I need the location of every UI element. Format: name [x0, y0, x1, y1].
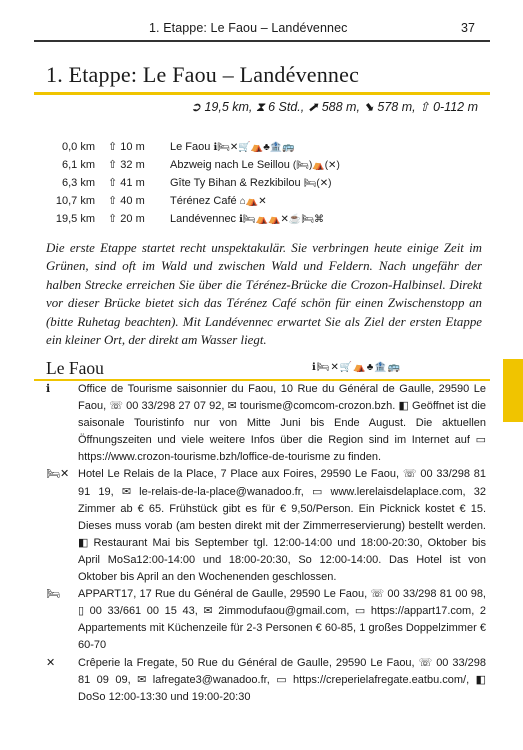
list-item: [46, 381, 486, 466]
stage-km: 10,7 km: [55, 195, 95, 207]
facility-icons: 🛏(✕): [303, 178, 332, 189]
ascent-icon: ⬈: [307, 100, 319, 114]
header-rule: [34, 40, 490, 42]
facility-icons: ℹ🛏✕🛒⛺♣🏦🚌: [213, 142, 295, 153]
descent-icon: ⬊: [363, 100, 374, 114]
list-item: [46, 586, 486, 654]
running-header-title: 1. Etappe: Le Faou – Landévennec: [149, 21, 348, 35]
facility-icons: ℹ🛏⛺⛺✕☕🛏⌘: [239, 214, 325, 225]
stage-altitude: ⇧ 10 m: [108, 141, 145, 153]
distance-value: 19,5 km,: [204, 100, 253, 114]
thumb-index-tab: [503, 359, 523, 422]
entry-text: Office de Tourisme saisonnier du Faou, 10 Rue du Général de Gaulle, 29590 Le Faou, ☏ 00 33/298 27 07 92, ✉ tourisme@comcom-crozon.bzh. ◧ Geöffnet ist die saisonale Touristinfo nur von Mitte Juni bis Ende August. Die aktuellen Öffnungszeiten und viele weitere Infos über die Region sind im Internet auf ▭ https://www.crozon-tourisme.bzh/loffice-de-tourisme zu finden.: [78, 383, 486, 464]
bed-restaurant-icon: 🛏✕: [46, 468, 70, 481]
intro-paragraph: Die erste Etappe startet recht unspektakulär. Sie verbringen heute einige Zeit im Grünen, sind oft im Wald und zwischen Wald und Feldern. Nach ungefähr der halben Strecke erreichen Sie über die Térénez-Brücke die Crozon-Halbinsel. Direkt vor dieser Brücke bietet sich das Térénez Café schön für einen Zwischenstopp an (bitte Ruhetag beachten). Mit Landévennec erwartet Sie als Ziel der ersten Etappe ein kleiner Ort, der direkt am Wasser liegt.: [46, 241, 482, 348]
entry-text: Crêperie la Fregate, 50 Rue du Général de Gaulle, 29590 Le Faou, ☏ 00 33/298 81 09 09, ✉ lafregate3@wanadoo.fr, ▭ https://creperielafregate.eatbu.com/, ◧ DoSo 12:00-13:30 und 19:00-20:30: [78, 656, 486, 703]
stage-km: 6,1 km: [61, 159, 95, 171]
stage-altitude: ⇧ 40 m: [108, 195, 145, 207]
section-facility-icons: ℹ🛏✕🛒⛺♣🏦🚌: [312, 362, 402, 373]
altitude-arrow-icon: ⇧: [108, 141, 121, 153]
stage-place: Abzweig nach Le Seillou (🛏)⛺(✕): [170, 156, 340, 175]
altitude-arrow-icon: ⇧: [108, 159, 121, 171]
altitude-icon: ⇧: [419, 100, 430, 114]
bed-icon: 🛏: [46, 588, 60, 601]
stage-place: Landévennec ℹ🛏⛺⛺✕☕🛏⌘: [170, 210, 324, 229]
restaurant-icon: ✕: [46, 656, 56, 669]
facility-icons: (🛏)⛺(✕): [292, 160, 340, 171]
stage-altitude: ⇧ 41 m: [108, 177, 145, 189]
altitude-arrow-icon: ⇧: [108, 177, 121, 189]
facility-icons: ⌂⛺✕: [239, 196, 267, 207]
altitude-arrow-icon: ⇧: [108, 195, 121, 207]
stage-stats: [178, 99, 478, 115]
entry-text: APPART17, 17 Rue du Général de Gaulle, 29590 Le Faou, ☏ 00 33/298 81 00 98, ▯ 00 33/661 00 15 43, ✉ 2immodufaou@gmail.com, ▭ https://appart17.com, 2 Appartements mit Küchenzeile für 2-3 Personen € 60-85, 1 großes Doppelzimmer € 60-70: [78, 588, 486, 652]
list-item: [46, 655, 486, 706]
entry-text: Hotel Le Relais de la Place, 7 Place aux Foires, 29590 Le Faou, ☏ 00 33/298 81 91 19, ✉ le-relais-de-la-place@wanadoo.fr, ▭ www.lerelaisdelaplace.com, 32 Zimmer ab € 65. Frühstück gibt es für € 9,50/Person. Ein Picknick kostet € 15. Dieses muss vorab (am besten direkt mit der Zimmerreservierung) bestellt werden. ◧ Restaurant Mai bis September tgl. 12:00-14:00 und 18:00-20:30, Oktober bis April MoSa12:00-14:00 und 18:00-20:30, So 12:00-14:00. Das Hotel ist von Oktober bis April an den Wochenenden geschlossen.: [78, 468, 486, 584]
descent-value: 578 m,: [377, 100, 416, 114]
stage-altitude: ⇧ 20 m: [108, 213, 145, 225]
stage-km: 0,0 km: [61, 141, 95, 153]
section-title: Le Faou: [46, 358, 104, 378]
chapter-title: 1. Etappe: Le Faou – Landévennec: [46, 62, 360, 87]
duration-icon: ⧗: [255, 100, 265, 114]
info-icon: ℹ: [46, 383, 51, 395]
duration-value: 6 Std.,: [268, 100, 305, 114]
stage-km: 6,3 km: [61, 177, 95, 189]
stage-place: Térénez Café ⌂⛺✕: [170, 192, 267, 211]
stage-altitude: ⇧ 32 m: [108, 159, 145, 171]
stage-place: Le Faou ℹ🛏✕🛒⛺♣🏦🚌: [170, 138, 295, 157]
stage-place: Gîte Ty Bihan & Rezkibilou 🛏(✕): [170, 174, 331, 193]
stage-km: 19,5 km: [55, 213, 95, 225]
title-rule: [34, 92, 490, 95]
ascent-value: 588 m,: [321, 100, 360, 114]
altitude-value: 0-112 m: [433, 100, 478, 114]
list-item: [46, 466, 486, 586]
distance-icon: ➲: [190, 100, 201, 114]
page-number: 37: [461, 21, 475, 35]
altitude-arrow-icon: ⇧: [108, 213, 121, 225]
entry-list: [46, 381, 486, 706]
